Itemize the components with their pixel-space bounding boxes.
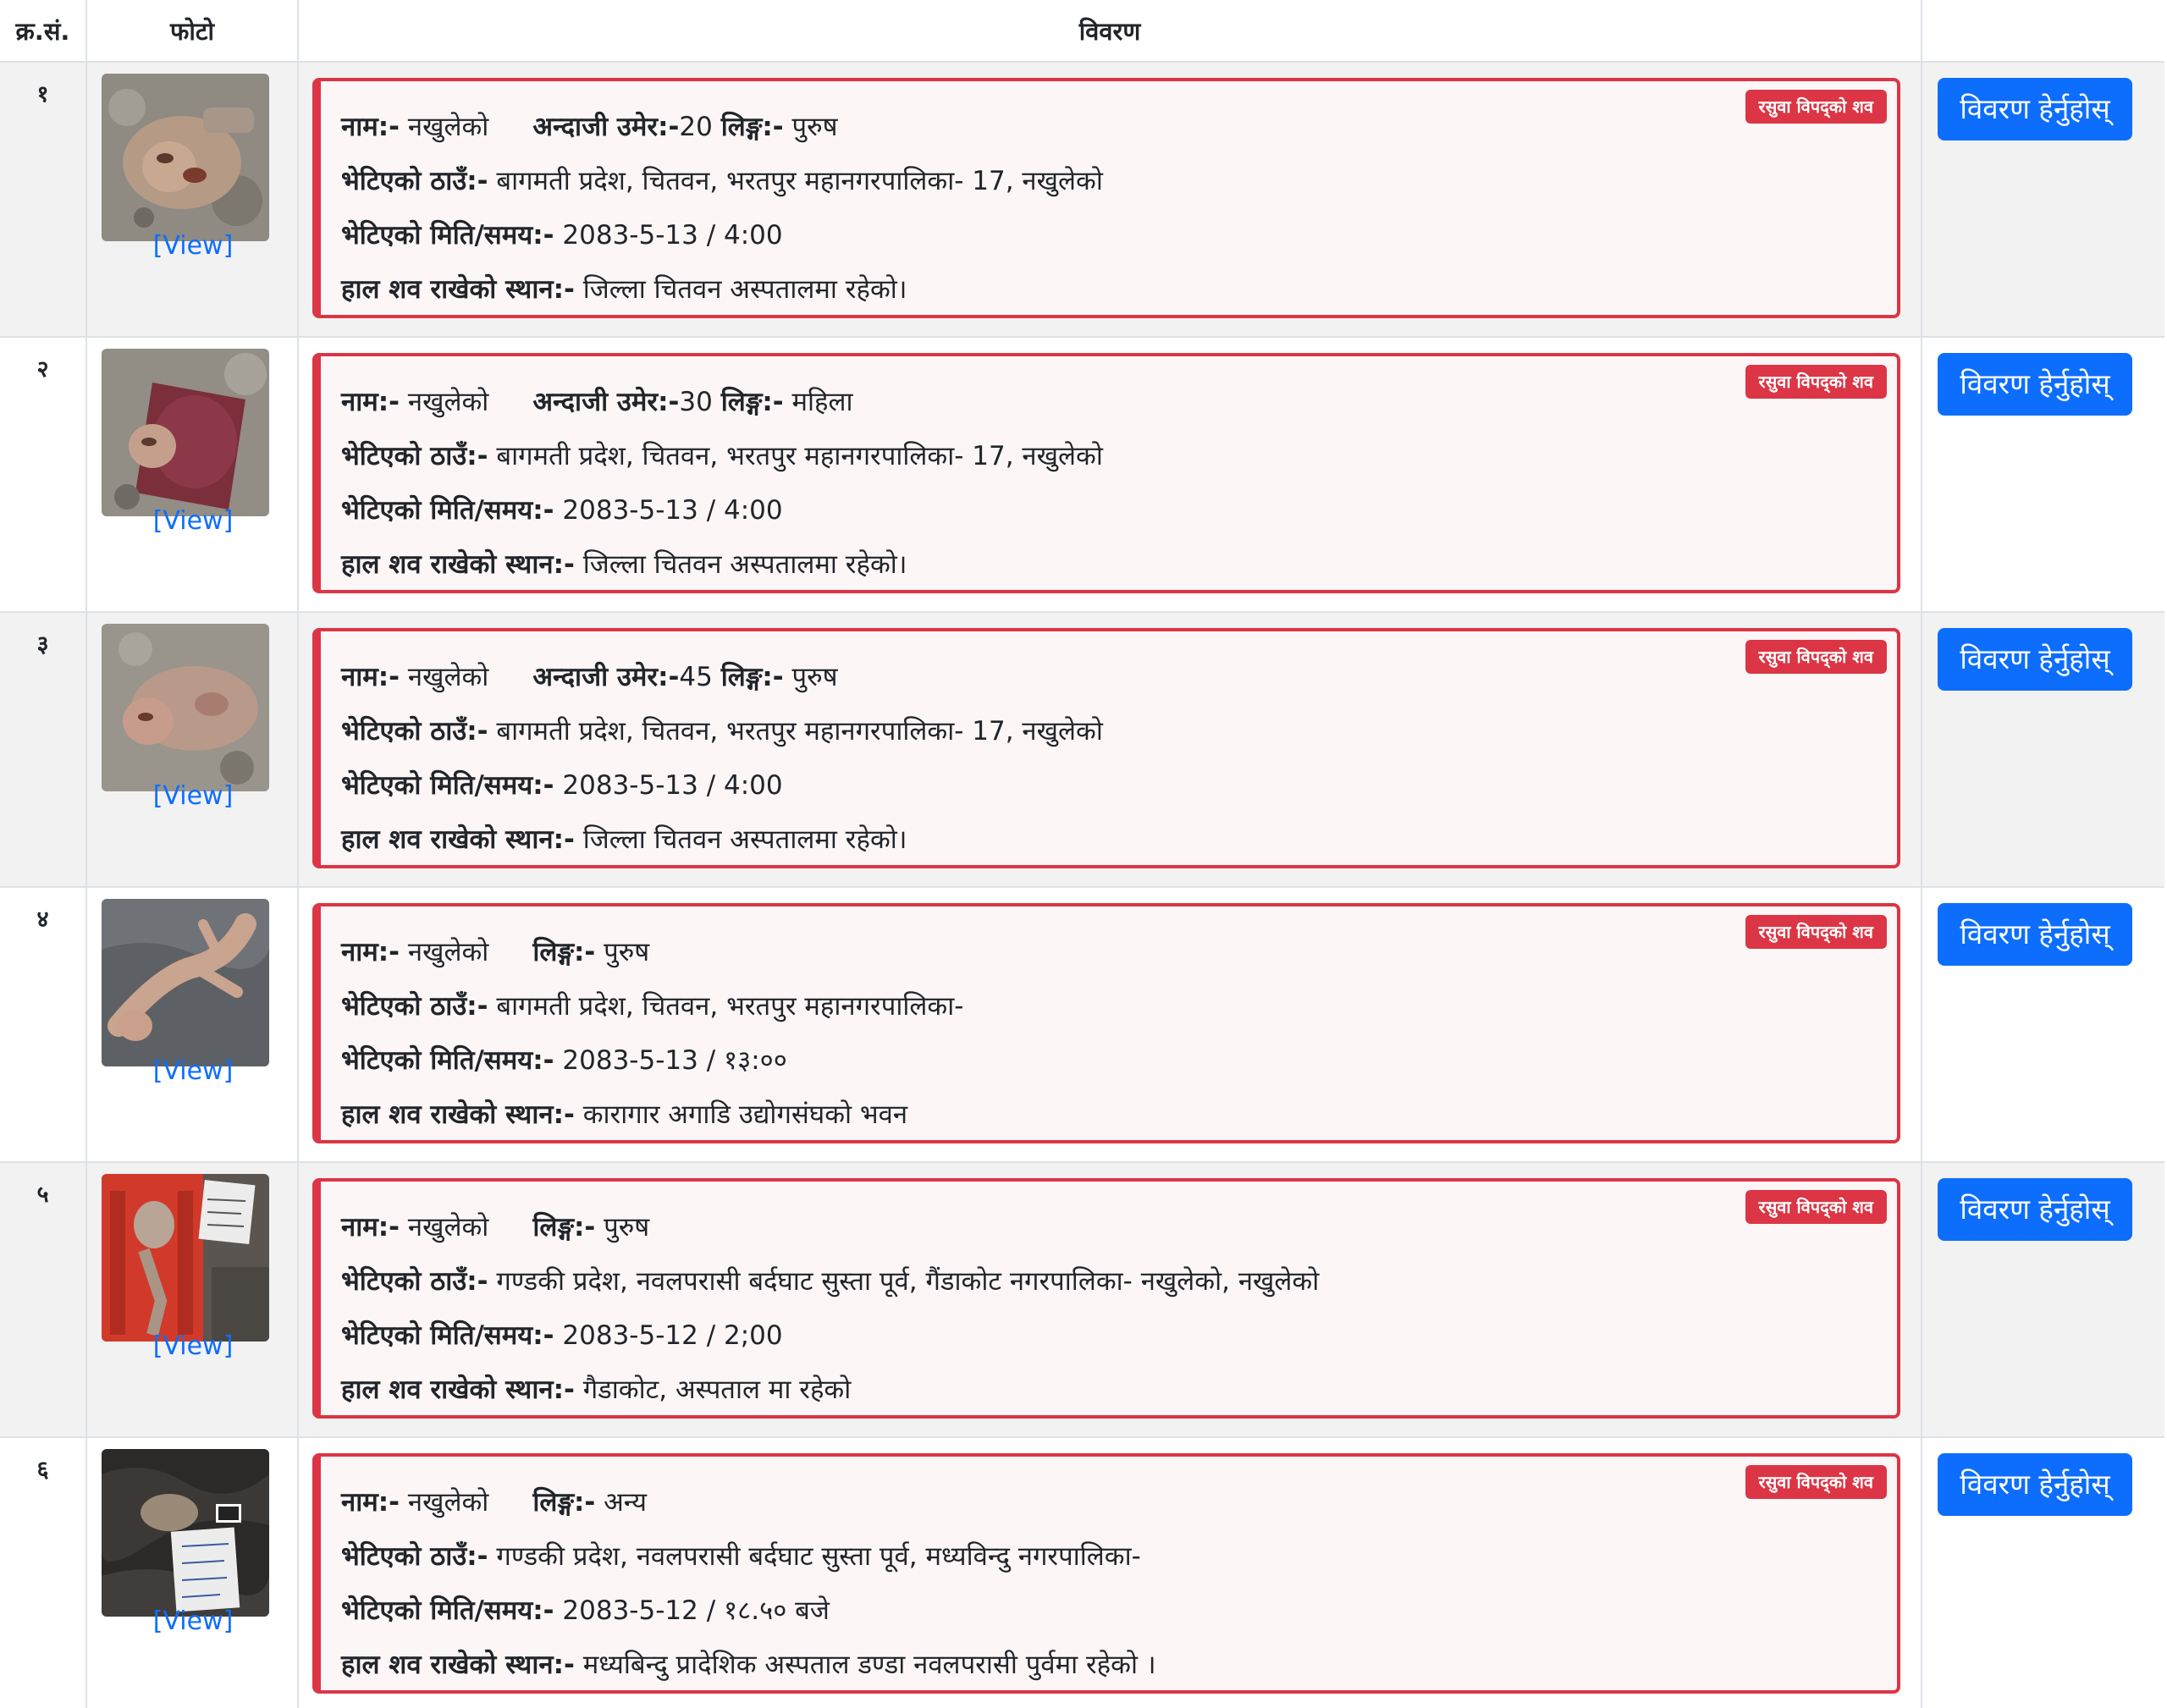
datetime-line bbox=[341, 1033, 1877, 1088]
location-value: कारागार अगाडि उद्योगसंघको भवन bbox=[582, 1099, 908, 1130]
datetime-label: भेटिएको मिति/समय:- bbox=[341, 495, 554, 526]
location-label: हाल शव राखेको स्थान:- bbox=[341, 1650, 575, 1680]
gender-value: अन्य bbox=[604, 1487, 647, 1518]
location-label: हाल शव राखेको स्थान:- bbox=[341, 1375, 575, 1405]
age-label: अन्दाजी उमेर:- bbox=[532, 112, 680, 142]
name-age-gender-line bbox=[341, 650, 1877, 704]
place-label: भेटिएको ठाउँ:- bbox=[341, 1541, 488, 1572]
view-photo-link[interactable]: [View] bbox=[152, 231, 234, 261]
name-label: नाम:- bbox=[341, 387, 400, 417]
action-cell bbox=[1922, 62, 2164, 337]
table-row bbox=[0, 62, 2164, 337]
row-number: ५ bbox=[36, 1182, 49, 1208]
gender-label: लिङ्ग:- bbox=[532, 937, 596, 967]
sn-cell bbox=[0, 887, 86, 1162]
location-value: जिल्ला चितवन अस्पतालमा रहेको। bbox=[582, 824, 907, 855]
header-sn: क्र.सं. bbox=[0, 0, 86, 62]
age-value: 45 bbox=[679, 662, 713, 692]
datetime-value: 2083-5-13 / 4:00 bbox=[562, 495, 783, 526]
location-line bbox=[341, 1363, 1877, 1417]
action-cell bbox=[1922, 1437, 2164, 1708]
location-line bbox=[341, 813, 1877, 867]
view-details-button[interactable]: विवरण हेर्नुहोस् bbox=[1938, 628, 2132, 691]
row-number: १ bbox=[36, 81, 49, 107]
gender-label: लिङ्ग:- bbox=[532, 1212, 596, 1242]
name-label: नाम:- bbox=[341, 937, 400, 967]
action-cell bbox=[1922, 612, 2164, 887]
body-photo-thumbnail[interactable] bbox=[102, 899, 269, 1066]
datetime-value: 2083-5-12 / १८.५० बजे bbox=[562, 1595, 830, 1626]
location-label: हाल शव राखेको स्थान:- bbox=[341, 274, 575, 305]
name-value: नखुलेको bbox=[407, 1487, 489, 1518]
details-card bbox=[312, 1453, 1900, 1694]
location-line bbox=[341, 1638, 1877, 1692]
location-value: गैडाकोट, अस्पताल मा रहेको bbox=[582, 1375, 852, 1405]
view-photo-link[interactable]: [View] bbox=[152, 781, 234, 811]
datetime-value: 2083-5-12 / 2;00 bbox=[562, 1320, 783, 1351]
view-details-button[interactable]: विवरण हेर्नुहोस् bbox=[1938, 1453, 2132, 1516]
photo-cell bbox=[86, 337, 298, 612]
gender-value: पुरुष bbox=[791, 662, 838, 692]
view-photo-link[interactable]: [View] bbox=[152, 1056, 234, 1086]
datetime-line bbox=[341, 483, 1877, 537]
photo-cell bbox=[86, 612, 298, 887]
name-value: नखुलेको bbox=[407, 937, 489, 967]
table-row bbox=[0, 1162, 2164, 1437]
place-value: बागमती प्रदेश, चितवन, भरतपुर महानगरपालिका- 17, नखुलेको bbox=[496, 441, 1103, 471]
gender-label: लिङ्ग:- bbox=[720, 112, 784, 142]
place-line bbox=[341, 704, 1877, 758]
sn-cell bbox=[0, 337, 86, 612]
disaster-badge: रसुवा विपद्को शव bbox=[1745, 365, 1887, 399]
table-row bbox=[0, 612, 2164, 887]
gender-label: लिङ्ग:- bbox=[532, 1487, 596, 1518]
details-card bbox=[312, 903, 1900, 1143]
place-label: भेटिएको ठाउँ:- bbox=[341, 991, 488, 1022]
location-label: हाल शव राखेको स्थान:- bbox=[341, 1099, 575, 1130]
sn-cell bbox=[0, 612, 86, 887]
age-value: 20 bbox=[679, 112, 713, 142]
sn-cell bbox=[0, 1437, 86, 1708]
datetime-value: 2083-5-13 / 4:00 bbox=[562, 220, 783, 251]
row-number: ३ bbox=[36, 631, 49, 658]
details-cell bbox=[298, 62, 1922, 337]
gender-value: पुरुष bbox=[604, 1212, 650, 1242]
details-card bbox=[312, 78, 1900, 318]
place-line bbox=[341, 1254, 1877, 1309]
photo-cell bbox=[86, 62, 298, 337]
action-cell bbox=[1922, 887, 2164, 1162]
place-value: गण्डकी प्रदेश, नवलपरासी बर्दघाट सुस्ता पूर्व, मध्यविन्दु नगरपालिका- bbox=[496, 1541, 1141, 1572]
name-label: नाम:- bbox=[341, 112, 400, 142]
details-cell bbox=[298, 612, 1922, 887]
datetime-label: भेटिएको मिति/समय:- bbox=[341, 770, 554, 801]
place-label: भेटिएको ठाउँ:- bbox=[341, 1266, 488, 1297]
disaster-badge: रसुवा विपद्को शव bbox=[1745, 90, 1887, 124]
place-value: गण्डकी प्रदेश, नवलपरासी बर्दघाट सुस्ता पूर्व, गैंडाकोट नगरपालिका- नखुलेको, नखुलेको bbox=[496, 1266, 1320, 1297]
row-number: ४ bbox=[36, 906, 49, 933]
disaster-badge: रसुवा विपद्को शव bbox=[1745, 1465, 1887, 1499]
datetime-line bbox=[341, 208, 1877, 262]
header-action bbox=[1922, 0, 2164, 62]
name-gender-line bbox=[341, 1200, 1877, 1254]
sn-cell bbox=[0, 62, 86, 337]
details-cell bbox=[298, 1437, 1922, 1708]
details-card bbox=[312, 1178, 1900, 1419]
view-details-button[interactable]: विवरण हेर्नुहोस् bbox=[1938, 1178, 2132, 1241]
details-card bbox=[312, 353, 1900, 593]
datetime-line bbox=[341, 1584, 1877, 1638]
gender-value: महिला bbox=[791, 387, 853, 417]
photo-cell bbox=[86, 1437, 298, 1708]
body-photo-thumbnail[interactable] bbox=[102, 624, 269, 791]
table-row bbox=[0, 887, 2164, 1162]
location-line bbox=[341, 262, 1877, 317]
photo-cell bbox=[86, 887, 298, 1162]
datetime-label: भेटिएको मिति/समय:- bbox=[341, 1045, 554, 1076]
age-label: अन्दाजी उमेर:- bbox=[532, 662, 680, 692]
body-photo-thumbnail[interactable] bbox=[102, 74, 269, 241]
gender-value: पुरुष bbox=[791, 112, 838, 142]
name-age-gender-line bbox=[341, 375, 1877, 429]
place-label: भेटिएको ठाउँ:- bbox=[341, 716, 488, 747]
row-number: २ bbox=[36, 356, 49, 383]
place-label: भेटिएको ठाउँ:- bbox=[341, 166, 488, 196]
name-value: नखुलेको bbox=[407, 387, 489, 417]
gender-label: लिङ्ग:- bbox=[720, 387, 784, 417]
datetime-label: भेटिएको मिति/समय:- bbox=[341, 1595, 554, 1626]
place-value: बागमती प्रदेश, चितवन, भरतपुर महानगरपालिका- bbox=[496, 991, 964, 1022]
body-photo-thumbnail[interactable] bbox=[102, 349, 269, 516]
place-value: बागमती प्रदेश, चितवन, भरतपुर महानगरपालिका- 17, नखुलेको bbox=[496, 166, 1103, 196]
datetime-value: 2083-5-13 / १३:०० bbox=[562, 1045, 787, 1076]
view-photo-link[interactable]: [View] bbox=[152, 506, 234, 536]
place-line bbox=[341, 1529, 1877, 1584]
datetime-line bbox=[341, 1309, 1877, 1363]
disaster-badge: रसुवा विपद्को शव bbox=[1745, 1190, 1887, 1224]
gender-value: पुरुष bbox=[604, 937, 650, 967]
place-label: भेटिएको ठाउँ:- bbox=[341, 441, 488, 471]
age-value: 30 bbox=[679, 387, 713, 417]
name-label: नाम:- bbox=[341, 1487, 400, 1518]
gender-label: लिङ्ग:- bbox=[720, 662, 784, 692]
datetime-label: भेटिएको मिति/समय:- bbox=[341, 1320, 554, 1351]
datetime-label: भेटिएको मिति/समय:- bbox=[341, 220, 554, 251]
disaster-badge: रसुवा विपद्को शव bbox=[1745, 640, 1887, 674]
view-photo-link[interactable]: [View] bbox=[152, 1331, 234, 1361]
disaster-badge: रसुवा विपद्को शव bbox=[1745, 915, 1887, 949]
location-label: हाल शव राखेको स्थान:- bbox=[341, 549, 575, 580]
body-photo-thumbnail[interactable] bbox=[102, 1449, 269, 1617]
action-cell bbox=[1922, 1162, 2164, 1437]
location-line bbox=[341, 1088, 1877, 1142]
location-value: मध्यबिन्दु प्रादेशिक अस्पताल डण्डा नवलपरासी पुर्वमा रहेको । bbox=[582, 1650, 1156, 1680]
location-line bbox=[341, 537, 1877, 592]
details-cell bbox=[298, 337, 1922, 612]
view-details-button[interactable]: विवरण हेर्नुहोस् bbox=[1938, 78, 2132, 140]
place-line bbox=[341, 154, 1877, 208]
table-row bbox=[0, 337, 2164, 612]
view-details-button[interactable]: विवरण हेर्नुहोस् bbox=[1938, 903, 2132, 966]
location-label: हाल शव राखेको स्थान:- bbox=[341, 824, 575, 855]
name-age-gender-line bbox=[341, 100, 1877, 154]
name-gender-line bbox=[341, 925, 1877, 979]
details-cell bbox=[298, 887, 1922, 1162]
name-label: नाम:- bbox=[341, 1212, 400, 1242]
place-line bbox=[341, 429, 1877, 483]
location-value: जिल्ला चितवन अस्पतालमा रहेको। bbox=[582, 274, 907, 305]
details-cell bbox=[298, 1162, 1922, 1437]
place-value: बागमती प्रदेश, चितवन, भरतपुर महानगरपालिका- 17, नखुलेको bbox=[496, 716, 1103, 747]
age-label: अन्दाजी उमेर:- bbox=[532, 387, 680, 417]
details-card bbox=[312, 628, 1900, 868]
name-value: नखुलेको bbox=[407, 112, 489, 142]
table-header-row bbox=[0, 0, 2164, 62]
header-details: विवरण bbox=[298, 0, 1922, 62]
view-photo-link[interactable]: [View] bbox=[152, 1606, 234, 1636]
datetime-value: 2083-5-13 / 4:00 bbox=[562, 770, 783, 801]
location-value: जिल्ला चितवन अस्पतालमा रहेको। bbox=[582, 549, 907, 580]
body-photo-thumbnail[interactable] bbox=[102, 1174, 269, 1342]
datetime-line bbox=[341, 758, 1877, 813]
row-number: ६ bbox=[36, 1457, 49, 1483]
name-value: नखुलेको bbox=[407, 1212, 489, 1242]
place-line bbox=[341, 979, 1877, 1033]
name-gender-line bbox=[341, 1475, 1877, 1529]
table-row bbox=[0, 1437, 2164, 1708]
action-cell bbox=[1922, 337, 2164, 612]
name-label: नाम:- bbox=[341, 662, 400, 692]
header-photo: फोटो bbox=[86, 0, 298, 62]
name-value: नखुलेको bbox=[407, 662, 489, 692]
sn-cell bbox=[0, 1162, 86, 1437]
photo-cell bbox=[86, 1162, 298, 1437]
view-details-button[interactable]: विवरण हेर्नुहोस् bbox=[1938, 353, 2132, 416]
